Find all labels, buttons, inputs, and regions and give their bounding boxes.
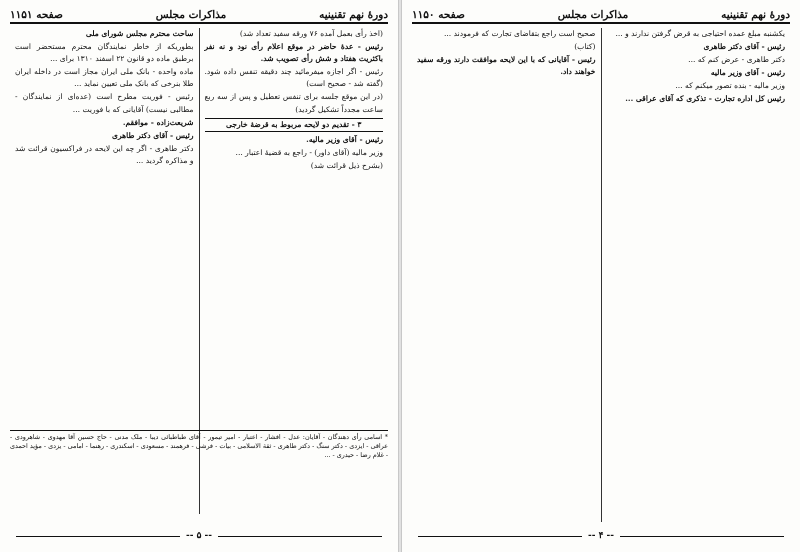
paragraph: ماده واحده - بانک ملی ایران مجاز است در داخله ایران طلا بنرخی که بانک ملی تعیین نماید ...	[15, 67, 194, 89]
paragraph: (کتاب)	[574, 42, 596, 52]
paragraph: دکتر طاهری - اگر چه این لایحه در فراکسیون قرائت شد و مذاکره گردید ...	[15, 143, 194, 165]
paragraph: وزیر مالیه (آقای داور) - راجع به قضیهٔ اعتبار ...	[235, 147, 383, 157]
footer-rule	[620, 536, 784, 537]
paragraph: رئیس - فوریت مطرح است (عده‌ای از نمایندگان - مطالبی نیست) آقایانی که با فوریت ...	[15, 92, 194, 114]
paragraph: رئیس کل اداره تجارت - تذکری که آقای عراقی ...	[625, 94, 785, 104]
right-page-footer	[412, 526, 790, 546]
paragraph: رئیس - آقای وزیر مالیه	[710, 68, 785, 78]
right-page-header	[412, 6, 790, 24]
paragraph: دکتر طاهری - عرض کنم که ...	[688, 55, 785, 65]
left-page-footnotes: * اسامی رأی دهندگان - آقایان: عدل - افشار - اعتبار - امیر تیمور - آقای طباطبائی دیبا - ملک مدنی - حاج حسین آقا مهدوی - شاهرودی - عراقی - ایزدی - دکتر سنگ - دکتر طاهری - ثقة الاسلامی - بیات - فرشی - فرهمند - مسعودی - اسکندری - رهنما - امامی - یزدی - مؤید احمدی - غلام رضا - حیدری - ...	[10, 430, 388, 522]
right-header-page-number: صفحه ۱۱۵۰	[412, 9, 465, 21]
left-header-page-number: صفحه ۱۱۵۱	[10, 9, 63, 21]
paragraph: یکشنبه مبلغ عمده احتیاجی به قرض گرفتن ندارند و ...	[615, 29, 785, 38]
paragraph: رئیس - آقای دکتر طاهری	[703, 42, 785, 52]
footer-rule	[418, 536, 582, 537]
paragraph: بطوریکه از خاطر نمایندگان محترم مستحضر است برطبق ماده دو قانون ۲۲ اسفند ۱۳۱۰ برای ...	[15, 42, 194, 64]
right-page	[402, 0, 800, 552]
paragraph: وزیر مالیه - بنده تصور میکنم که ...	[675, 81, 785, 91]
section-title: ۳ - تقدیم دو لایحه مربوط به قرضهٔ خارجی	[205, 118, 384, 132]
paragraph: صحیح است راجع بتقاضای تجارت که فرمودند ...	[443, 29, 596, 38]
right-header-session: دورهٔ نهم تقنینیه	[721, 9, 790, 21]
paragraph: رئیس - آقای وزیر مالیه.	[306, 134, 383, 144]
left-page	[0, 0, 398, 552]
right-footer-page-number: -- ۴ --	[587, 531, 615, 541]
paragraph: (اخذ رأی بعمل آمده ۷۶ ورقه سفید تعداد شد)	[239, 29, 383, 38]
left-page-header	[10, 6, 388, 24]
left-header-journal: مذاکرات مجلس	[155, 9, 227, 21]
right-page-columns	[412, 28, 790, 522]
footer-rule	[218, 536, 382, 537]
paragraph: رئیس - اگر اجازه میفرمائید چند دقیقه تنفس داده شود. (گفته شد - صحیح است)	[204, 67, 383, 89]
left-footer-page-number: -- ۵ --	[185, 531, 213, 541]
left-page-footer	[10, 526, 388, 546]
paragraph: ساحت محترم مجلس شورای ملی	[85, 29, 194, 38]
left-header-session: دورهٔ نهم تقنینیه	[319, 9, 388, 21]
right-page-col-left	[412, 28, 602, 522]
paragraph: رئیس - آقای دکتر طاهری	[112, 130, 194, 140]
footer-rule	[16, 536, 180, 537]
paragraph: (در این موقع جلسه برای تنفس تعطیل و پس از سه ربع ساعت مجدداً تشکیل گردید)	[204, 92, 383, 114]
paragraph: رئیس - آقایانی که با این لایحه موافقت دارند ورقه سفید خواهند داد.	[417, 55, 596, 77]
right-header-journal: مذاکرات مجلس	[557, 9, 629, 21]
paragraph: رئیس - عدهٔ حاضر در موقع اعلام رأی نود و نه نفر باکثریت هفتاد و شش رأی تصویب شد.	[204, 42, 383, 64]
paragraph: شریعت‌زاده - موافقم.	[122, 117, 194, 127]
right-page-col-right	[602, 28, 791, 522]
paragraph: (بشرح ذیل قرائت شد)	[310, 160, 383, 170]
